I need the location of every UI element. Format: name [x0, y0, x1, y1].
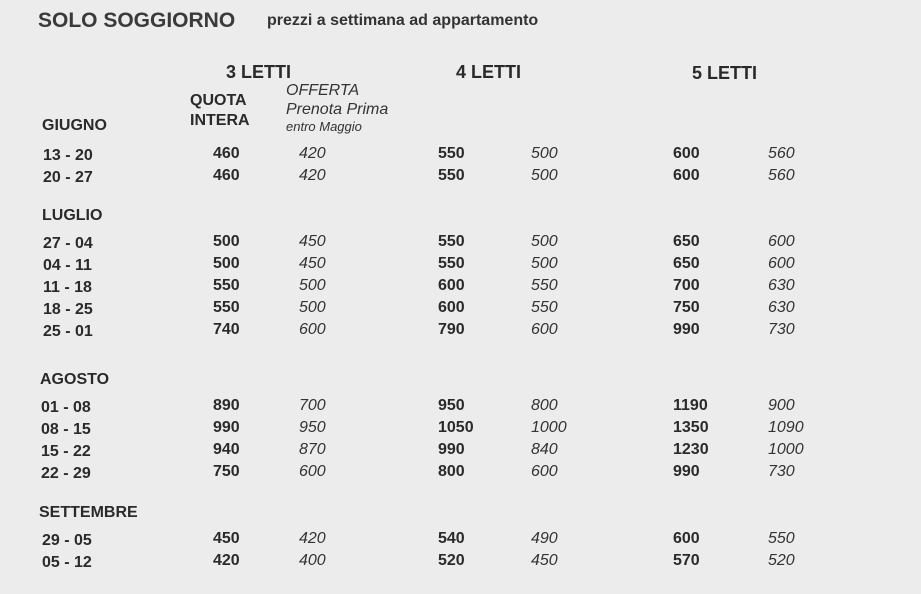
period-label: 25 - 01 — [43, 323, 93, 340]
price-offer-5: 560 — [768, 145, 795, 162]
period-label: 11 - 18 — [43, 279, 92, 296]
price-quota-4: 790 — [438, 321, 465, 338]
price-offer-4: 550 — [531, 277, 558, 294]
price-offer-4: 500 — [531, 145, 558, 162]
offer-header — [286, 81, 388, 134]
header-5-beds: 5 LETTI — [692, 63, 758, 83]
header-3-beds: 3 LETTI — [226, 62, 292, 82]
price-quota-5: 1350 — [673, 419, 709, 436]
price-offer-5: 630 — [768, 277, 795, 294]
period-label: 01 - 08 — [41, 399, 91, 416]
price-quota-5: 600 — [673, 530, 700, 547]
price-quota-4: 520 — [438, 552, 465, 569]
price-offer-3: 600 — [299, 321, 326, 338]
price-offer-3: 420 — [299, 530, 326, 547]
offer-line-3: entro Maggio — [286, 119, 362, 134]
price-quota-4: 950 — [438, 397, 465, 414]
period-label: 22 - 29 — [41, 465, 91, 482]
price-offer-5: 1000 — [768, 441, 804, 458]
period-label: 27 - 04 — [43, 235, 93, 252]
price-offer-3: 700 — [299, 397, 326, 414]
period-label: 08 - 15 — [41, 421, 91, 438]
offer-line-2: Prenota Prima — [286, 101, 389, 118]
price-offer-3: 950 — [299, 419, 326, 436]
price-quota-4: 550 — [438, 255, 465, 272]
month-heading: SETTEMBRE — [39, 504, 138, 521]
period-label: 18 - 25 — [43, 301, 93, 318]
price-offer-5: 560 — [768, 167, 795, 184]
price-offer-5: 550 — [768, 530, 795, 547]
price-quota-3: 550 — [213, 299, 240, 316]
period-label: 05 - 12 — [42, 554, 92, 571]
price-offer-3: 420 — [299, 145, 326, 162]
price-quota-3: 750 — [213, 463, 240, 480]
price-offer-3: 500 — [299, 277, 326, 294]
price-offer-4: 500 — [531, 233, 558, 250]
price-quota-4: 1050 — [438, 419, 474, 436]
price-quota-3: 550 — [213, 277, 240, 294]
offer-line-1: OFFERTA — [286, 82, 360, 99]
period-label: 04 - 11 — [43, 257, 92, 274]
price-offer-4: 1000 — [531, 419, 567, 436]
price-offer-4: 600 — [531, 463, 558, 480]
price-offer-4: 600 — [531, 321, 558, 338]
page-subtitle: prezzi a settimana ad appartamento — [267, 12, 539, 29]
price-quota-3: 940 — [213, 441, 240, 458]
price-quota-3: 740 — [213, 321, 240, 338]
month-heading: GIUGNO — [42, 117, 107, 134]
price-offer-4: 500 — [531, 255, 558, 272]
price-quota-5: 750 — [673, 299, 700, 316]
price-offer-5: 630 — [768, 299, 795, 316]
price-quota-5: 1190 — [673, 397, 708, 414]
quota-intera-header — [190, 91, 250, 131]
quota-line-2: INTERA — [190, 112, 250, 129]
price-quota-3: 450 — [213, 530, 240, 547]
price-offer-3: 600 — [299, 463, 326, 480]
price-quota-4: 990 — [438, 441, 465, 458]
price-quota-4: 600 — [438, 299, 465, 316]
price-offer-4: 500 — [531, 167, 558, 184]
price-offer-3: 870 — [299, 441, 326, 458]
period-label: 15 - 22 — [41, 443, 91, 460]
price-offer-3: 450 — [299, 255, 326, 272]
price-quota-3: 420 — [213, 552, 240, 569]
price-quota-4: 550 — [438, 233, 465, 250]
quota-line-1: QUOTA — [190, 92, 247, 109]
price-offer-3: 450 — [299, 233, 326, 250]
price-quota-4: 540 — [438, 530, 465, 547]
price-offer-5: 600 — [768, 255, 795, 272]
page-title: SOLO SOGGIORNO — [38, 9, 236, 32]
price-quota-5: 650 — [673, 255, 700, 272]
price-quota-5: 990 — [673, 463, 700, 480]
price-offer-5: 520 — [768, 552, 795, 569]
period-label: 13 - 20 — [43, 147, 93, 164]
price-quota-5: 990 — [673, 321, 700, 338]
price-offer-3: 420 — [299, 167, 326, 184]
price-quota-4: 600 — [438, 277, 465, 294]
period-label: 20 - 27 — [43, 169, 93, 186]
price-quota-5: 700 — [673, 277, 700, 294]
price-quota-3: 460 — [213, 167, 240, 184]
month-heading: LUGLIO — [42, 207, 103, 224]
price-quota-3: 890 — [213, 397, 240, 414]
price-offer-5: 900 — [768, 397, 795, 414]
price-quota-5: 570 — [673, 552, 700, 569]
price-quota-5: 600 — [673, 167, 700, 184]
price-offer-5: 1090 — [768, 419, 804, 436]
price-offer-5: 730 — [768, 463, 795, 480]
price-quota-3: 500 — [213, 255, 240, 272]
price-offer-3: 500 — [299, 299, 326, 316]
price-quota-4: 550 — [438, 145, 465, 162]
price-quota-3: 500 — [213, 233, 240, 250]
price-offer-4: 800 — [531, 397, 558, 414]
period-label: 29 - 05 — [42, 532, 92, 549]
price-quota-4: 800 — [438, 463, 465, 480]
price-quota-5: 650 — [673, 233, 700, 250]
price-quota-3: 990 — [213, 419, 240, 436]
price-offer-5: 730 — [768, 321, 795, 338]
price-quota-3: 460 — [213, 145, 240, 162]
price-quota-4: 550 — [438, 167, 465, 184]
price-offer-4: 550 — [531, 299, 558, 316]
price-offer-3: 400 — [299, 552, 326, 569]
price-quota-5: 600 — [673, 145, 700, 162]
price-quota-5: 1230 — [673, 441, 709, 458]
month-heading: AGOSTO — [40, 371, 110, 388]
price-offer-4: 450 — [531, 552, 558, 569]
header-4-beds: 4 LETTI — [456, 62, 522, 82]
price-offer-4: 840 — [531, 441, 558, 458]
price-offer-4: 490 — [531, 530, 558, 547]
price-offer-5: 600 — [768, 233, 795, 250]
